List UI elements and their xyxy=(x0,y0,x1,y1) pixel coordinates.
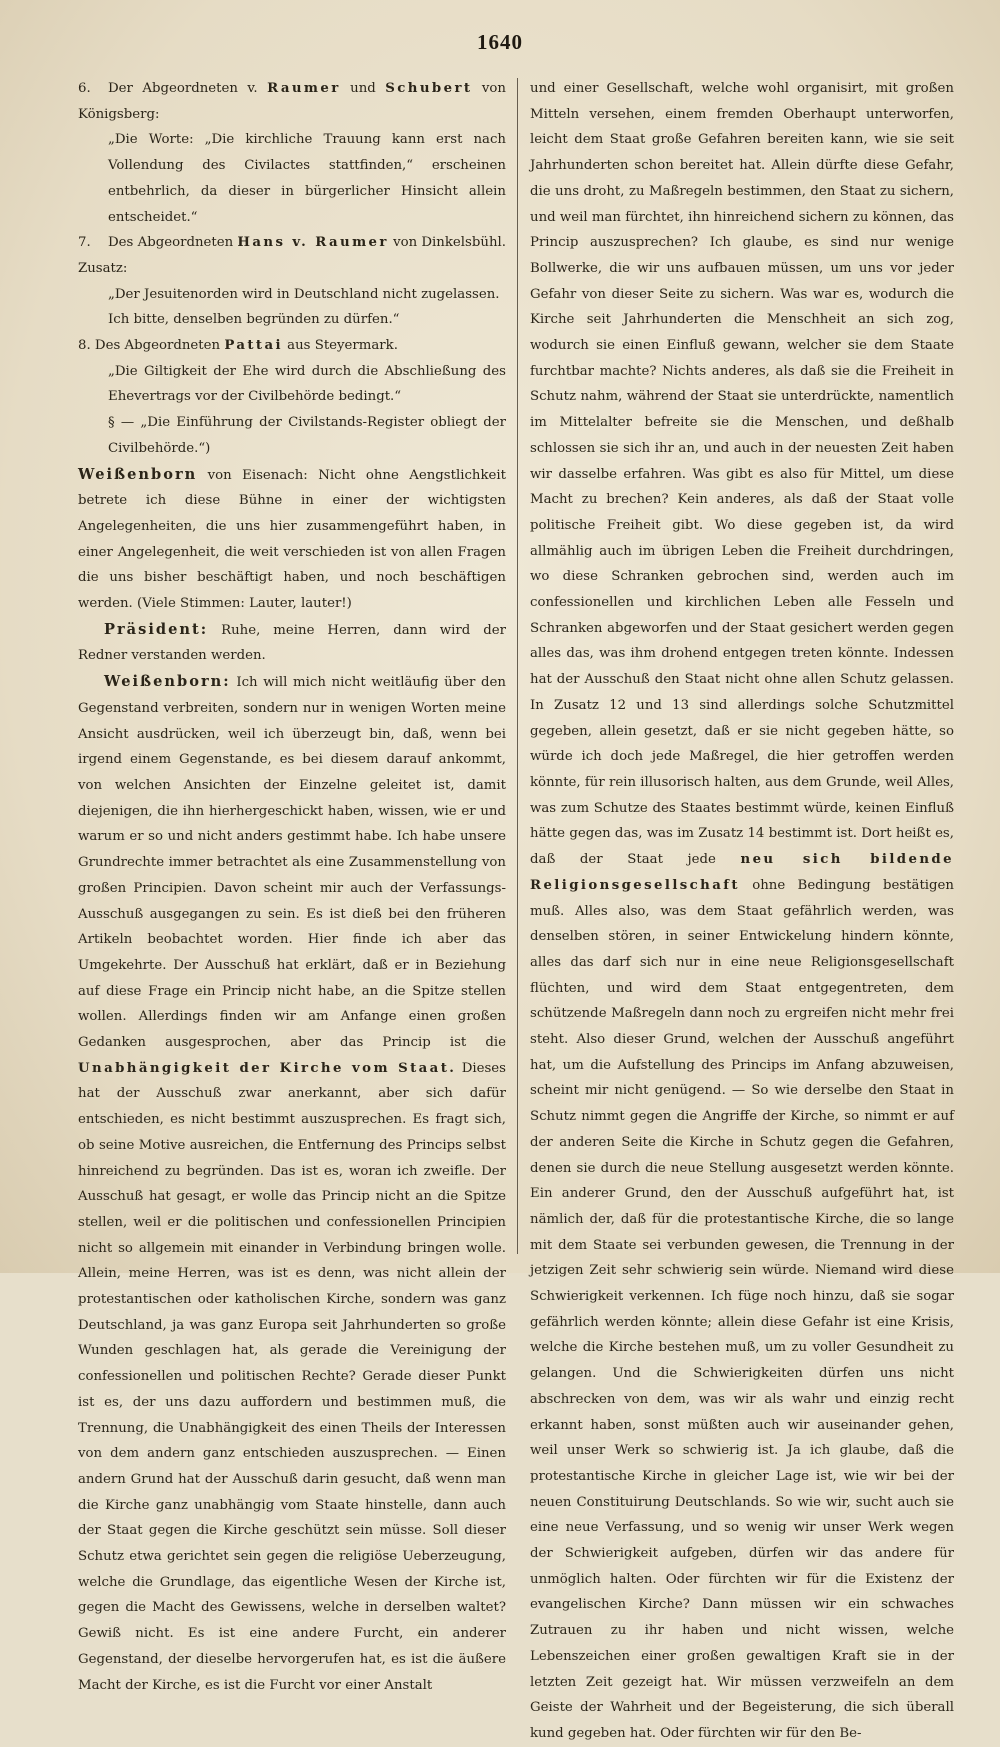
motion-7-request: Ich bitte, denselben begründen zu dürfen.“ xyxy=(108,312,400,328)
motion-8-paragraph: § — „Die Einführung der Civilstands-Register obliegt der Civilbehörde.“) xyxy=(108,415,506,456)
speech-weissenborn-2 xyxy=(78,669,506,1698)
speaker-name: Weißenborn xyxy=(78,465,198,483)
speech-text: und einer Gesellschaft, welche wohl organisirt, mit großen Mitteln versehen, einem fremden Oberhaupt unterworfen, leicht dem Staat große Gefahren bereiten kann, wie sie seit Jahrhunderten schon bereitet hat. Allein dürfte diese Gefahr, die uns droht, zu Maßregeln bestimmen, den Staat zu sichern, und weil man fürchtet, ihn hinreichend sichern zu können, das Princip auszusprechen? Ich glaube, es sind nur wenige Bollwerke, die wir uns aufbauen müssen, um uns vor jeder Gefahr von dieser Seite zu sichern. Was war es, wodurch die Kirche seit Jahrhunderten die Menschheit an sich zog, wodurch sie einen Einfluß gewann, welcher sie dem Staate furchtbar machte? Nichts anderes, als daß sie die Freiheit in Schutz nahm, während der Staat sie unterdrückte, namentlich im Mittelalter befreite sie die Menschen, und deßhalb schlossen sie sich ihr an, und auch in der neuesten Zeit haben wir dasselbe erfahren. Was gibt es also für Mittel, um diese Macht zu brechen? Kein anderes, als daß der Staat volle politische Freiheit gibt. Wo diese gegeben ist, da wird allmählig auch im übrigen Leben die Freiheit durchdringen, wo diese Schranken gebrochen sind, werden auch im confessionellen und kirchlichen Leben alle Fesseln und Schranken abgeworfen und der Staat gesichert werden gegen alles das, was ihm drohend entgegen treten könnte. Indessen hat der Ausschuß den Staat nicht ohne allen Schutz gelassen. In Zusatz 12 und 13 sind allerdings solche Schutzmittel gegeben, allein gesetzt, daß er sie nicht gegeben hätte, so würde ich doch jede Maßregel, die hier getroffen werden könnte, für rein illusorisch halten, aus dem Grunde, weil Alles, was zum Schutze des Staates bestimmt würde, keinen Einfluß hätte gegen das, was im Zusatz 14 bestimmt ist. Dort heißt es, daß der Staat jede xyxy=(530,81,954,868)
motion-8-header xyxy=(78,333,506,359)
speech-text: Nicht ohne Aengstlichkeit betrete ich diese Bühne in einer der wichtigsten Angelegenheiten, die uns hier zusammengeführt haben, in einer Angelegenheit, die weit verschieden ist von allen Fragen die uns bisher beschäftigt haben, und noch beschäftigen werden. xyxy=(78,467,506,612)
left-column xyxy=(78,76,506,1693)
emphasized-phrase: neu sich bildende Religionsgesellschaft xyxy=(530,852,954,893)
right-column xyxy=(530,76,954,1741)
motion-lead: Des Abgeordneten xyxy=(94,338,221,354)
deputy-name: Hans v. Raumer xyxy=(237,235,389,251)
motion-number: 8. xyxy=(78,338,91,354)
emphasized-principle: Unabhängigkeit der Kirche vom Staat. xyxy=(78,1060,457,1076)
president-remark xyxy=(78,617,506,669)
deputy-name: Raumer xyxy=(267,81,341,96)
motion-number: 7. xyxy=(78,235,91,251)
deputy-name: Pattai xyxy=(224,338,283,354)
motion-origin: von Dinkelsbühl. xyxy=(393,235,506,251)
speech-continuation xyxy=(530,76,954,1747)
speaker-name: Weißenborn: xyxy=(104,673,231,691)
motion-origin: von Königsberg: xyxy=(78,81,506,122)
motion-8-text: „Die Giltigkeit der Ehe wird durch die Abschließung des Ehevertrags vor der Civilbehörde bedingt.“ xyxy=(108,363,506,405)
speech-text: Ich will mich nicht weitläufig über den Gegenstand verbreiten, sondern nur in wenigen Worten meine Ansicht ausdrücken, weil ich überzeugt bin, daß, wenn bei irgend einem Gegenstande, es bei diesem darauf ankommt, von welchen Ansichten der Einzelne geleitet ist, damit diejenigen, die ihn hierhergeschickt haben, wissen, wie er und warum er so und nicht anders gestimmt habe. Ich habe unsere Grundrechte immer betrachtet als eine Zusammenstellung von großen Principien. Davon scheint mir auch der Verfassungs-Ausschuß ausgegangen zu sein. Es ist dieß bei den früheren Artikeln beobachtet worden. Hier finde ich aber das Umgekehrte. Der Ausschuß hat erklärt, daß er in Beziehung auf diese Frage ein Princip nicht habe, an die Spitze stellen wollen. Allerdings finden wir am Anfange einen großen Gedanken ausgesprochen, aber das Princip ist die xyxy=(78,675,506,1051)
speech-text: ohne Bedingung bestätigen muß. Alles also, was dem Staat gefährlich werden, was denselben stören, in seiner Entwickelung hindern könnte, alles das darf sich nur in eine neue Religionsgesellschaft flüchten, und wird dem Staat entgegentreten, dem schützende Maßregeln dann noch zu ergreifen nicht mehr frei steht. Also dieser Grund, welchen der Ausschuß angeführt hat, um die Aufstellung des Princips im Anfang abzuweisen, scheint mir nicht genügend. — So wie derselbe den Staat in Schutz nimmt gegen die Angriffe der Kirche, so nimmt er auf der anderen Seite die Kirche in Schutz gegen die Gefahren, denen sie durch die neue Stellung ausgesetzt werden könnte. Ein anderer Grund, den der Ausschuß aufgeführt hat, ist nämlich der, daß für die protestantische Kirche, die so lange mit dem Staate sei verbunden gewesen, die Trennung in der jetzigen Zeit sehr schwierig sein würde. Niemand wird diese Schwierigkeit verkennen. Ich füge noch hinzu, daß sie sogar gefährlich werden könnte; allein diese Gefahr ist eine Krisis, welche die Kirche bestehen muß, um zu voller Gesundheit zu gelangen. Und die Schwierigkeiten dürfen uns nicht abschrecken von dem, was wir als wahr und einzig recht erkannt haben, sonst müßten auch wir auseinander gehen, weil unser Werk so schwierig ist. Ja ich glaube, daß die protestantische Kirche in gleicher Lage ist, wie wir bei der neuen Constituirung Deutschlands. So wie wir, sucht auch sie eine neue Verfassung, und so wenig wir unser Werk wegen der Schwierigkeit aufgeben, dürfen wir das andere für unmöglich halten. Oder fürchten wir für die Existenz der evangelischen Kirche? Dann müssen wir ein schwaches Zutrauen zu ihr haben und nicht wissen, welche Lebenszeichen einer großen gewaltigen Kraft sie in der letzten Zeit gezeigt hat. Wir müssen verzweifeln an dem Geiste der Wahrheit und der Begeisterung, die sich überall kund gegeben hat. Oder fürchten wir für den Be- xyxy=(530,877,954,1741)
speaker-name: Präsident: xyxy=(104,620,209,638)
deputy-name: Schubert xyxy=(385,81,473,96)
motion-7-header xyxy=(78,230,506,281)
motion-origin: aus Steyermark. xyxy=(287,338,398,354)
column-divider xyxy=(517,78,518,1254)
motion-lead: Der Abgeordneten v. xyxy=(108,81,258,96)
speech-text: Ruhe, meine Herren, dann wird der Redner verstanden werden. xyxy=(78,622,506,664)
motion-6-text: „Die Worte: „Die kirchliche Trauung kann erst nach Vollendung des Civilactes stattfinden,“ erscheinen entbehrlich, da dieser in bürgerlicher Hinsicht allein entscheidet.“ xyxy=(108,132,506,225)
speech-weissenborn-1 xyxy=(78,462,506,617)
speaker-origin: von Eisenach: xyxy=(207,467,308,483)
page-number: 1640 xyxy=(477,30,523,54)
motion-addendum-label: Zusatz: xyxy=(78,260,128,276)
motion-7-text: „Der Jesuitenorden wird in Deutschland nicht zugelassen. xyxy=(108,286,500,302)
motion-6-header xyxy=(78,76,506,127)
interjection: (Viele Stimmen: Lauter, lauter!) xyxy=(137,596,352,612)
motion-lead: Des Abgeordneten xyxy=(108,235,234,251)
motion-conjunction: und xyxy=(350,81,376,96)
motion-number: 6. xyxy=(78,81,91,96)
speech-text: Dieses hat der Ausschuß zwar anerkannt, aber sich dafür entschieden, es nicht bestimmt auszusprechen. Es fragt sich, ob seine Motive ausreichen, die Entfernung des Princips selbst hinreichend zu begründen. Das ist es, woran ich zweifle. Der Ausschuß hat gesagt, er wolle das Princip nicht an die Spitze stellen, weil er die politischen und confessionellen Principien nicht so allgemein mit einander in Verbindung bringen wolle. Allein, meine Herren, was ist es denn, was nicht allein der protestantischen oder katholischen Kirche, sondern was ganz Deutschland, ja was ganz Europa seit Jahrhunderten so große Wunden geschlagen hat, als gerade die Vereinigung der confessionellen und politischen Rechte? Gerade dieser Punkt ist es, der uns dazu auffordern und bestimmen muß, die Trennung, die Unabhängigkeit des einen Theils der Interessen von dem andern ganz entschieden auszusprechen. — Einen andern Grund hat der Ausschuß darin gesucht, daß wenn man die Kirche ganz unabhängig vom Staate hinstelle, dann auch der Staat gegen die Kirche geschützt sein müsse. Soll dieser Schutz etwa gerichtet sein gegen die religiöse Ueberzeugung, welche die Grundlage, das eigentliche Wesen der Kirche ist, gegen die Macht des Gewissens, welche in derselben waltet? Gewiß nicht. Es ist eine andere Furcht, ein anderer Gegenstand, der dieselbe hervorgerufen hat, es ist die äußere Macht der Kirche, es ist die Furcht vor einer Anstalt xyxy=(78,1060,506,1693)
